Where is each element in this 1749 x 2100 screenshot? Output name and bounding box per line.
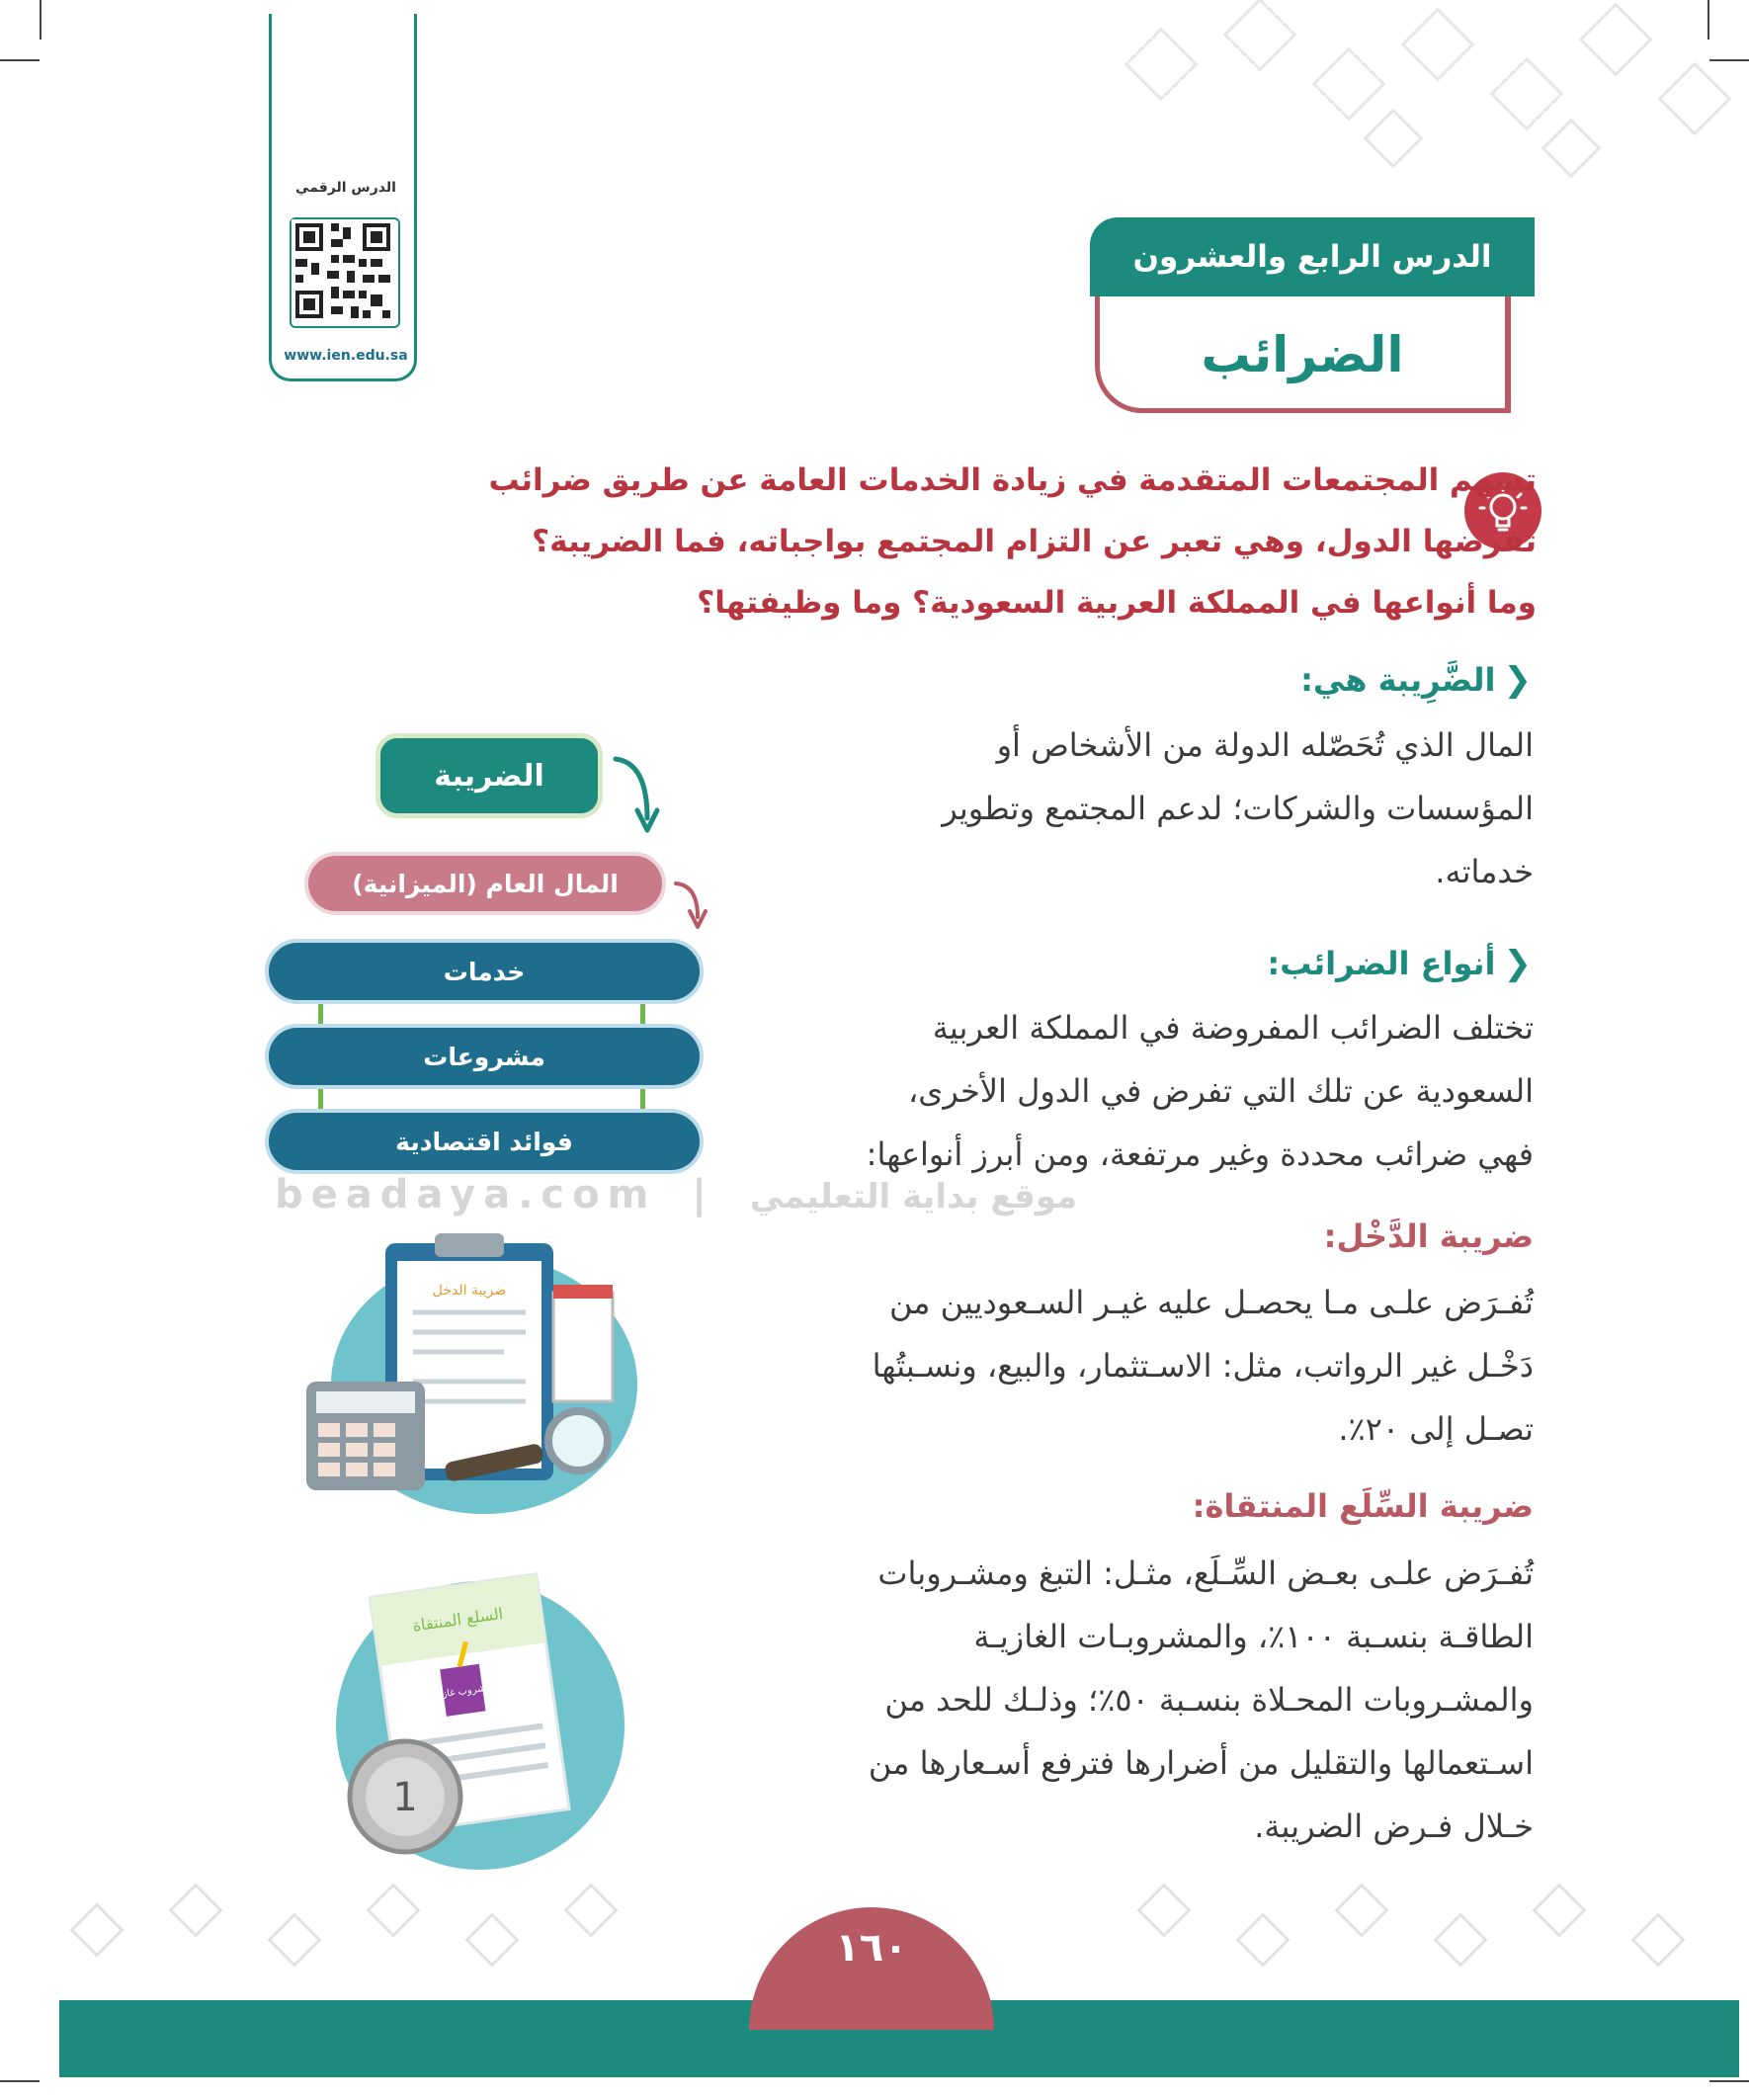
watermark-site: beadaya.com	[275, 1172, 657, 1218]
definition-line: المال الذي تُحَصّله الدولة من الأشخاص أو	[996, 726, 1534, 764]
definition-heading-text: الضَّرِيبة هي:	[1300, 661, 1496, 699]
intro-paragraph	[489, 450, 1537, 633]
selective-tax-paragraph	[869, 1542, 1534, 1858]
definition-heading	[1300, 660, 1532, 700]
income-tax-paragraph	[873, 1271, 1534, 1461]
selective-tax-line: الطاقـة بنسـبة ١٠٠٪، والمشروبـات الغازيـة	[973, 1618, 1534, 1655]
decorative-pattern-top	[1077, 0, 1749, 188]
crop-mark	[1709, 2080, 1749, 2082]
diagram-projects-bar: مشروعات	[265, 1024, 704, 1089]
goods-doc-label: السلع المنتقاة	[411, 1603, 505, 1636]
types-heading	[1267, 944, 1532, 983]
diagram-tax-box: الضريبة	[375, 733, 603, 818]
lesson-number: الدرس الرابع والعشرون	[1090, 217, 1535, 296]
selective-tax-line: تُفـرَض علـى بعـض السِّـلَع، مثـل: التبغ ومشـروبات	[877, 1554, 1534, 1592]
page-number: ١٦٠	[749, 1907, 994, 2030]
intro-line: وما أنواعها في المملكة العربية السعودية؟ وما وظيفتها؟	[697, 585, 1537, 621]
income-tax-doc-label: ضريبة الدخل	[432, 1283, 507, 1299]
qr-code[interactable]	[290, 217, 400, 328]
crop-mark	[0, 59, 40, 61]
diagram-benefits-bar: فوائد اقتصادية	[265, 1109, 704, 1174]
income-tax-illustration	[306, 1233, 632, 1500]
selective-tax-illustration	[346, 1552, 642, 1868]
diagram-budget-box: المال العام (الميزانية)	[304, 852, 666, 915]
types-paragraph	[867, 996, 1534, 1186]
watermark-arabic: موقع بداية التعليمي	[749, 1177, 1078, 1217]
income-tax-line: دَخْـل غير الرواتب، مثل: الاسـتثمار، والبيع، ونسـبتُها	[872, 1347, 1534, 1385]
income-tax-line: تصـل إلى ٢٠٪.	[1338, 1410, 1534, 1448]
digital-lesson-card[interactable]	[269, 14, 417, 381]
selective-tax-heading: ضريبة السِّلَع المنتقاة:	[1192, 1487, 1534, 1525]
digital-lesson-label: الدرس الرقمي	[295, 180, 396, 196]
definition-line: المؤسسات والشركات؛ لدعم المجتمع وتطوير	[942, 790, 1534, 827]
income-tax-heading: ضريبة الدَّخْل:	[1323, 1218, 1534, 1255]
curved-arrow-icon	[608, 749, 667, 848]
coin-value: 1	[392, 1775, 418, 1820]
intro-line: تسهم المجتمعات المتقدمة في زيادة الخدمات العامة عن طريق ضرائب	[488, 462, 1537, 498]
diagram-services-bar: خدمات	[265, 939, 704, 1004]
selective-tax-line: اسـتعمالها والتقليل من أضرارها فترفع أسـعارها من	[868, 1744, 1534, 1782]
qr-code-icon	[292, 219, 394, 322]
chevron-left-icon: ❮	[1503, 944, 1532, 983]
crop-mark	[40, 0, 42, 40]
types-heading-text: أنواع الضرائب:	[1267, 945, 1496, 982]
curved-arrow-icon	[670, 878, 719, 937]
definition-paragraph	[942, 714, 1534, 903]
website-url[interactable]: www.ien.edu.sa	[284, 348, 408, 364]
chevron-left-icon: ❮	[1503, 660, 1532, 700]
income-tax-line: تُفـرَض علـى مـا يحصـل عليه غيـر السـعوديين من	[888, 1284, 1534, 1321]
definition-line: خدماته.	[1435, 853, 1534, 890]
lesson-title: الضرائب	[1201, 326, 1404, 383]
selective-tax-line: خـلال فـرض الضريبة.	[1254, 1807, 1534, 1845]
intro-line: تفرضها الدول، وهي تعبر عن التزام المجتمع بواجباته، فما الضريبة؟	[532, 524, 1537, 559]
types-line: فهي ضرائب محددة وغير مرتفعة، ومن أبرز أنواعها:	[866, 1135, 1534, 1173]
crop-mark	[0, 2080, 40, 2082]
cup-label: مشروب غازي	[433, 1682, 493, 1702]
watermark: beadaya.com | موقع بداية التعليمي	[275, 1172, 1078, 1218]
types-line: تختلف الضرائب المفروضة في المملكة العربية	[932, 1009, 1534, 1047]
types-line: السعودية عن تلك التي تفرض في الدول الأخرى،	[907, 1072, 1534, 1110]
selective-tax-line: والمشـروبات المحـلاة بنسـبة ٥٠٪؛ وذلـك للحد من	[884, 1681, 1534, 1719]
